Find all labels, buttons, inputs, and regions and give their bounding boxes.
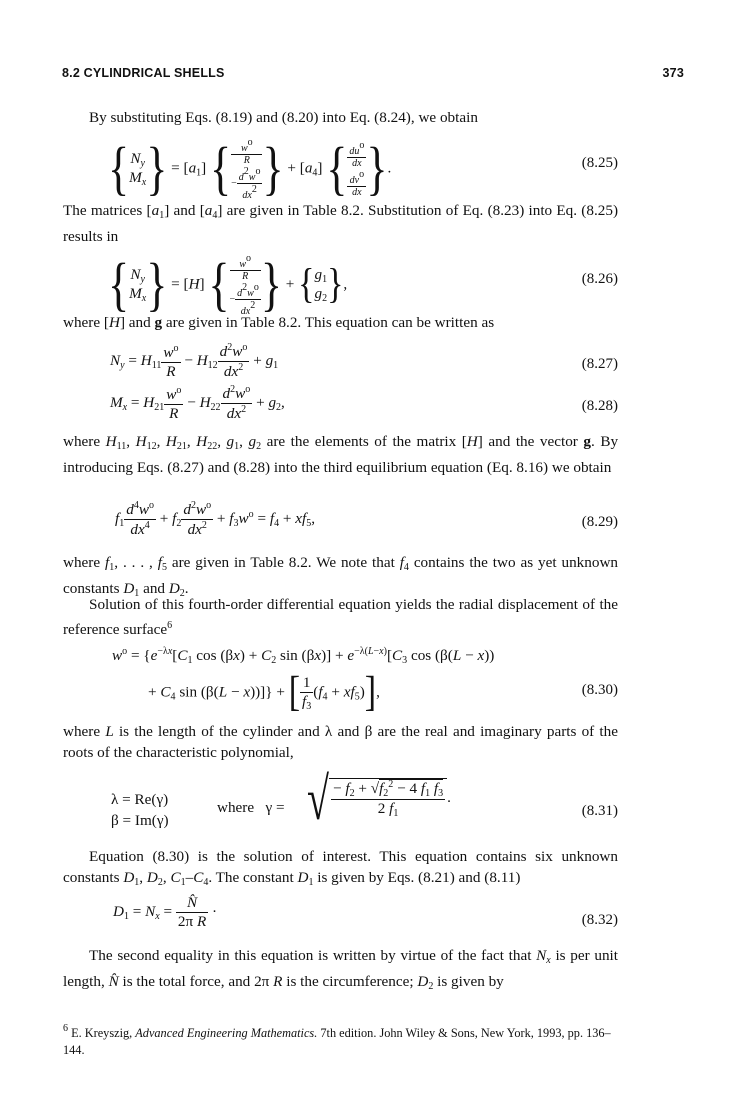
equation-8-26: { $N_y$ $M_x$ } = [H] { $w^o$ R − $\frac{d^2w^o}{dx^2}$ } + { $g_1$ $g_2$ }, (8.26) [108,251,618,318]
running-header-section: 8.2 CYLINDRICAL SHELLS [62,66,225,80]
paragraph-5: where $f_1$, . . . , $f_5$ are given in Table 8.2. We note that $f_4$ contains the two as yet unknown constants $D_1$ and $D_2$. [63,554,619,599]
equation-8-29: $f_1$ $\frac{d^4w^o}{dx^4}$ + $f_2$ $\frac{d^2w^o}{dx^2}$ + $f_3w^o = f_4 + xf_5$, (8.29) [115,500,618,538]
equation-8-32: $D_1 = N_x$ = $\frac{N̂}{\text{2π R}}$ · (8.32) [113,894,618,930]
equation-8-31: λ = Re(γ) β = Im(γ) where γ = √ $\frac{- f_2 + √f_2^2 - 4 f_1 f_3}{2 f_1}$ . (8.31) [111,764,618,833]
paragraph-9: The second equality in this equation is written by virtue of the fact that $N_x$ is per unit length, N̂ is the total force, and 2π R is the circumference; $D_2$ is given by [63,947,618,992]
equation-8-25: { $N_y$ $M_x$ } = $[a_1]$ { $w^o$ R − $\frac{d^2w^o}{dx^2}$ } + $[a_4]$ { $du^o$ dx $dv^o$ dx }. (8.25) [108,135,618,202]
paragraph-6: Solution of this fourth-order differential equation yields the radial displacement of the reference surface$^6$ [63,596,618,638]
paragraph-4: where $H_{11}$, $H_{12}$, $H_{21}$, $H_{22}$, $g_1$, $g_2$ are the elements of the matrix [H] and the vector g. By introducing Eqs. (8.27) and (8.28) into the third equilibrium equation (Eq. 8.16) we obtain [63,433,619,476]
paragraph-8: Equation (8.30) is the solution of interest. This equation contains six unknown constants $D_1$, $D_2$, $C_1-C_4$. The constant $D_1$ is given by Eqs. (8.21) and (8.11) [63,848,618,888]
paragraph-7: where L is the length of the cylinder and λ and β are the real and imaginary parts of the roots of the characteristic polynomial, [63,723,618,761]
paragraph-3: where [H] and g are given in Table 8.2. This equation can be written as [63,314,495,331]
page-number: 373 [662,66,684,80]
equation-8-27: $N_y = H_{11}$ $\frac{w^o}{R}$ − $H_{12}$ $\frac{d^2w^o}{dx^2}$ + $g_1$ (8.27) [110,342,618,380]
equation-8-28: $M_x = H_{21}$ $\frac{w^o}{R}$ − $H_{22}$ $\frac{d^2w^o}{dx^2}$ + $g_2$, (8.28) [110,384,618,422]
paragraph-2: The matrices $[a_1]$ and $[a_4]$ are given in Table 8.2. Substitution of Eq. (8.23) into Eq. (8.25) results in [63,202,619,245]
footnote: $^6$ E. Kreyszig, Advanced Engineering Mathematics. 7th edition. John Wiley & Sons, New York, 1993, pp. 136–144. [63,1023,611,1057]
paragraph-1: By substituting Eqs. (8.19) and (8.20) into Eq. (8.24), we obtain [89,109,478,126]
equation-8-30: $w^o = \{e^{-\lambda x}[C_1$ $\cos (\beta x) + C_2$ $\sin (\beta x)] + e^{-\lambda(L-x)}[C_3$ cos (β(L − x)) + $C_4$ sin (β(L − x))]} + [ $\frac{1}{f_3}$ $(f_4 + xf_5)$], (8.30) [112,646,618,716]
